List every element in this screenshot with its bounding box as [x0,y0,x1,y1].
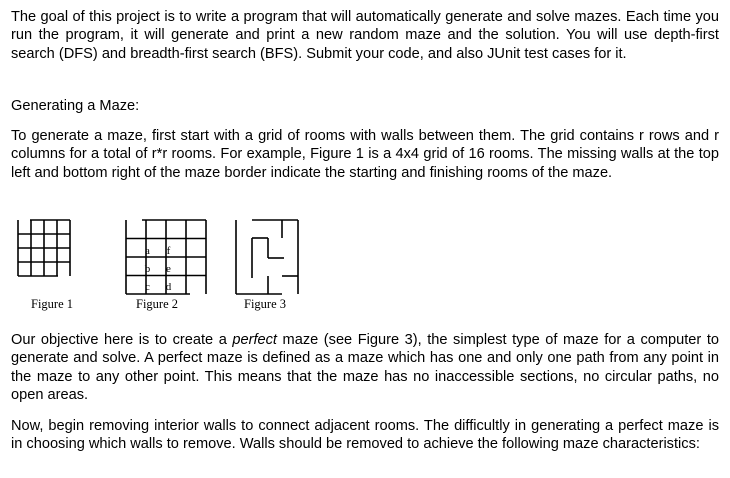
intro-paragraph: The goal of this project is to write a program that will automatically generate and solve mazes. Each time you run the program, it will generate and print a new random maze and the solution. You will use depth-first search (DFS) and breadth-first search (BFS). Submit your code, and also JUnit test cases for it. [11,9,719,62]
figure3-maze [234,218,300,296]
figure1-grid [16,218,72,278]
section-heading: Generating a Maze: [11,98,140,114]
objective-text-after: maze (see Figure 3), the simplest type of maze for a computer to generate and solve. A perfect maze is defined as a maze which has one and only one path from any point in the maze to any other point. This means that the maze has no inaccessible sections, no circular paths, no open areas. [11,332,720,403]
figure2-grid [124,218,208,296]
figure3-caption: Figure 3 [244,297,287,311]
objective-text-before: Our objective here is to create a [11,332,233,348]
grid-description-paragraph: To generate a maze, first start with a grid of rooms with walls between them. The grid contains r rows and r columns for a total of r*r rooms. For example, Figure 1 is a 4x4 grid of 16 rooms. The missing walls at the top left and bottom right of the maze border indicate the starting and finishing rooms of the maze. [11,128,719,181]
figure2-letter-b: b [144,263,151,275]
figure2-caption: Figure 2 [136,297,179,311]
figure2-letter-a: a [145,245,150,257]
objective-emphasis: perfect [232,332,277,348]
figure2-letter-d: d [165,281,172,293]
figure2-letter-c: c [145,281,150,293]
objective-paragraph [11,331,719,404]
figure1-caption: Figure 1 [31,297,74,311]
removing-walls-paragraph: Now, begin removing interior walls to connect adjacent rooms. The difficultly in generating a perfect maze is in choosing which walls to remove. Walls should be removed to achieve the following maze characteristics: [11,418,719,453]
figure2-letter-e: e [166,263,171,275]
figure2-letter-f: f [166,245,171,257]
